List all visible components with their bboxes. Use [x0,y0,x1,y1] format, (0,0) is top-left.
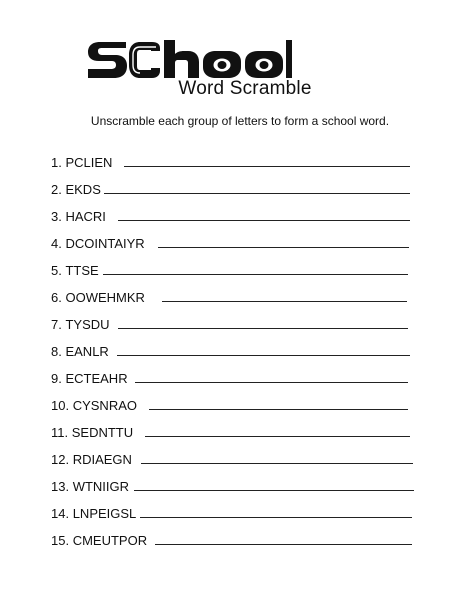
item-number: 4. [51,236,62,251]
answer-line[interactable] [149,409,408,410]
answer-line[interactable] [155,544,412,545]
scrambled-word: LNPEIGSL [72,506,137,521]
scrambled-word: TYSDU [65,317,110,332]
scrambled-word: EANLR [65,344,109,359]
scramble-item-4 [51,231,145,251]
worksheet-subtitle: Word Scramble [178,78,312,99]
scrambled-word: SEDNTTU [71,425,134,440]
scrambled-word: DCOINTAIYR [65,236,145,251]
scramble-item-13 [51,474,129,494]
scrambled-word: TTSE [65,263,99,278]
answer-line[interactable] [134,490,414,491]
answer-line[interactable] [135,382,408,383]
item-number: 8. [51,344,62,359]
item-number: 2. [51,182,62,197]
scramble-item-1 [51,150,112,170]
scramble-item-9 [51,366,128,386]
scramble-item-2 [51,177,101,197]
scramble-item-7 [51,312,110,332]
answer-line[interactable] [162,301,407,302]
scramble-item-6 [51,285,145,305]
item-number: 6. [51,290,62,305]
item-number: 15. [51,533,70,548]
answer-line[interactable] [103,274,408,275]
item-number: 12. [51,452,70,467]
item-number: 7. [51,317,62,332]
scrambled-word: CMEUTPOR [72,533,148,548]
answer-line[interactable] [158,247,409,248]
answer-line[interactable] [117,355,410,356]
answer-line[interactable] [118,220,410,221]
answer-line[interactable] [141,463,413,464]
school-logo [86,38,292,82]
item-number: 14. [51,506,70,521]
answer-line[interactable] [145,436,410,437]
scrambled-word: HACRI [65,209,106,224]
scrambled-word: CYSNRAO [72,398,137,413]
scramble-item-10 [51,393,137,413]
scramble-item-12 [51,447,132,467]
scramble-item-8 [51,339,109,359]
item-number: 5. [51,263,62,278]
scrambled-word: WTNIIGR [72,479,130,494]
item-number: 11. [51,425,69,440]
item-number: 3. [51,209,62,224]
scramble-item-11 [51,420,133,440]
answer-line[interactable] [140,517,412,518]
worksheet-header [0,0,474,128]
item-number: 10. [51,398,70,413]
scrambled-word: OOWEHMKR [65,290,145,305]
scramble-item-15 [51,528,147,548]
item-number: 9. [51,371,62,386]
answer-line[interactable] [124,166,410,167]
item-number: 13. [51,479,70,494]
instructions-text: Unscramble each group of letters to form a school word. [90,114,390,128]
item-number: 1. [51,155,62,170]
scramble-item-14 [51,501,136,521]
answer-line[interactable] [118,328,408,329]
scramble-item-5 [51,258,99,278]
answer-line[interactable] [104,193,410,194]
scrambled-word: EKDS [65,182,101,197]
scramble-item-3 [51,204,106,224]
scrambled-word: PCLIEN [65,155,113,170]
scrambled-word: RDIAEGN [72,452,132,467]
scrambled-word: ECTEAHR [65,371,128,386]
